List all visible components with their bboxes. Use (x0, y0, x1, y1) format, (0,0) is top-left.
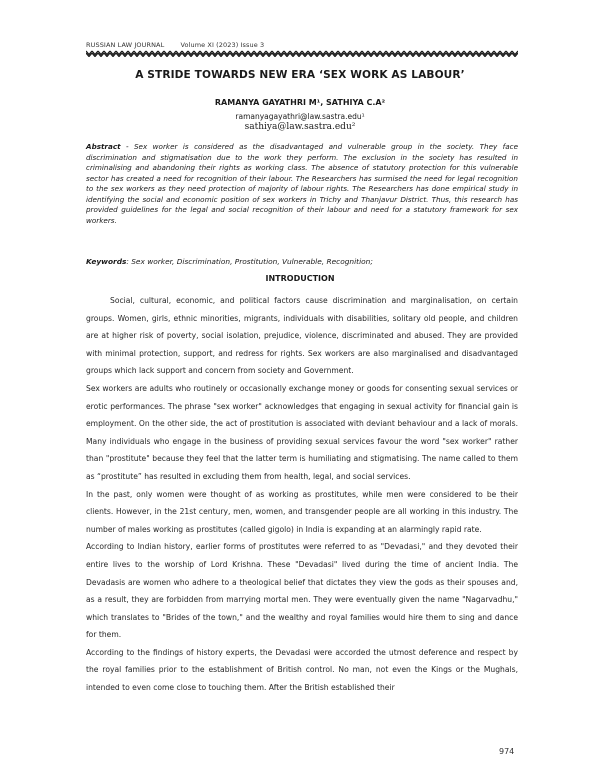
zigzag-divider (86, 50, 518, 57)
introduction-body (86, 292, 518, 697)
paper-title: A STRIDE TOWARDS NEW ERA ‘SEX WORK AS LABOUR’ (135, 69, 465, 81)
paragraph: In the past, only women were thought of as working as prostitutes, while men were considered to be their clients. However, in the 21st century, men, women, and transgender people are all working in this industry. The number of males working as prostitutes (called gigolo) in India is expanding at an alarmingly rapid rate. (86, 489, 518, 534)
keywords-text: : Sex worker, Discrimination, Prostitution, Vulnerable, Recognition; (126, 257, 373, 266)
journal-name: RUSSIAN LAW JOURNAL (86, 41, 165, 49)
author-email-1: ramanyagayathri@law.sastra.edu¹ (235, 112, 365, 121)
abstract (86, 142, 518, 226)
abstract-text: - Sex worker is considered as the disadvantaged and vulnerable group in the society. They face discrimination and stigmatisation due to the work they perform. The exclusion in the society has resulted in criminalising and abandoning their rights as working class. The absence of statutory protection for this vulnerable sector has created a need for recognition of their labour. The Researchers has surmised the need for legal recognition to the sex workers as they need protection of majority of labour rights. The Researchers has done empirical study in identifying the social and economic position of sex workers in Trichy and Thanjavur District. Thus, this research has provided guidelines for the legal and social recognition of their labour and need for a statutory framework for sex workers. (86, 142, 518, 225)
section-heading-introduction: INTRODUCTION (265, 274, 335, 283)
page-number: 974 (499, 747, 515, 756)
keywords-label: Keywords (86, 257, 127, 266)
journal-volume: Volume XI (2023) Issue 3 (180, 41, 265, 49)
author-list: RAMANYA GAYATHRI M¹, SATHIYA C.A² (214, 98, 386, 107)
paragraph: Social, cultural, economic, and political factors cause discrimination and marginalisation, on certain groups. Women, girls, ethnic minorities, migrants, individuals with disabilities, solitary old people, and children are at higher risk of poverty, social isolation, prejudice, violence, discriminated and abused. They are provided with minimal protection, support, and redress for rights. Sex workers are also marginalised and disadvantaged groups which lack support and concern from society and Government. (86, 296, 518, 376)
running-header (86, 41, 278, 49)
author-email-2: sathiya@law.sastra.edu² (244, 122, 356, 132)
paragraph: According to Indian history, earlier forms of prostitutes were referred to as "Devadasi," and they devoted their entire lives to the worship of Lord Krishna. These "Devadasi" lived during the time of ancient India. The Devadasis are women who adhere to a theological belief that dictates they view the gods as their spouses and, as a result, they are forbidden from marrying mortal men. They were eventually given the name "Nagarvadhu," which translates to "Brides of the town," and the wealthy and royal families would hire them to sing and dance for them. (86, 542, 518, 640)
abstract-label: Abstract (86, 142, 121, 151)
paragraph: Sex workers are adults who routinely or occasionally exchange money or goods for consenting sexual services or erotic performances. The phrase "sex worker" acknowledges that engaging in sexual activity for financial gain is employment. On the other side, the act of prostitution is associated with deviant behaviour and a lack of morals. Many individuals who engage in the business of providing sexual services favour the word "sex worker" rather than "prostitute" because they feel that the latter term is humiliating and stigmatising. The name called to them as “prostitute” has resulted in excluding them from health, legal, and social services. (86, 383, 518, 481)
paragraph: According to the findings of history experts, the Devadasi were accorded the utmost deference and respect by the royal families prior to the establishment of British control. No man, not even the Kings or the Mughals, intended to even come close to touching them. After the British established their (86, 647, 518, 693)
keywords (86, 257, 518, 266)
